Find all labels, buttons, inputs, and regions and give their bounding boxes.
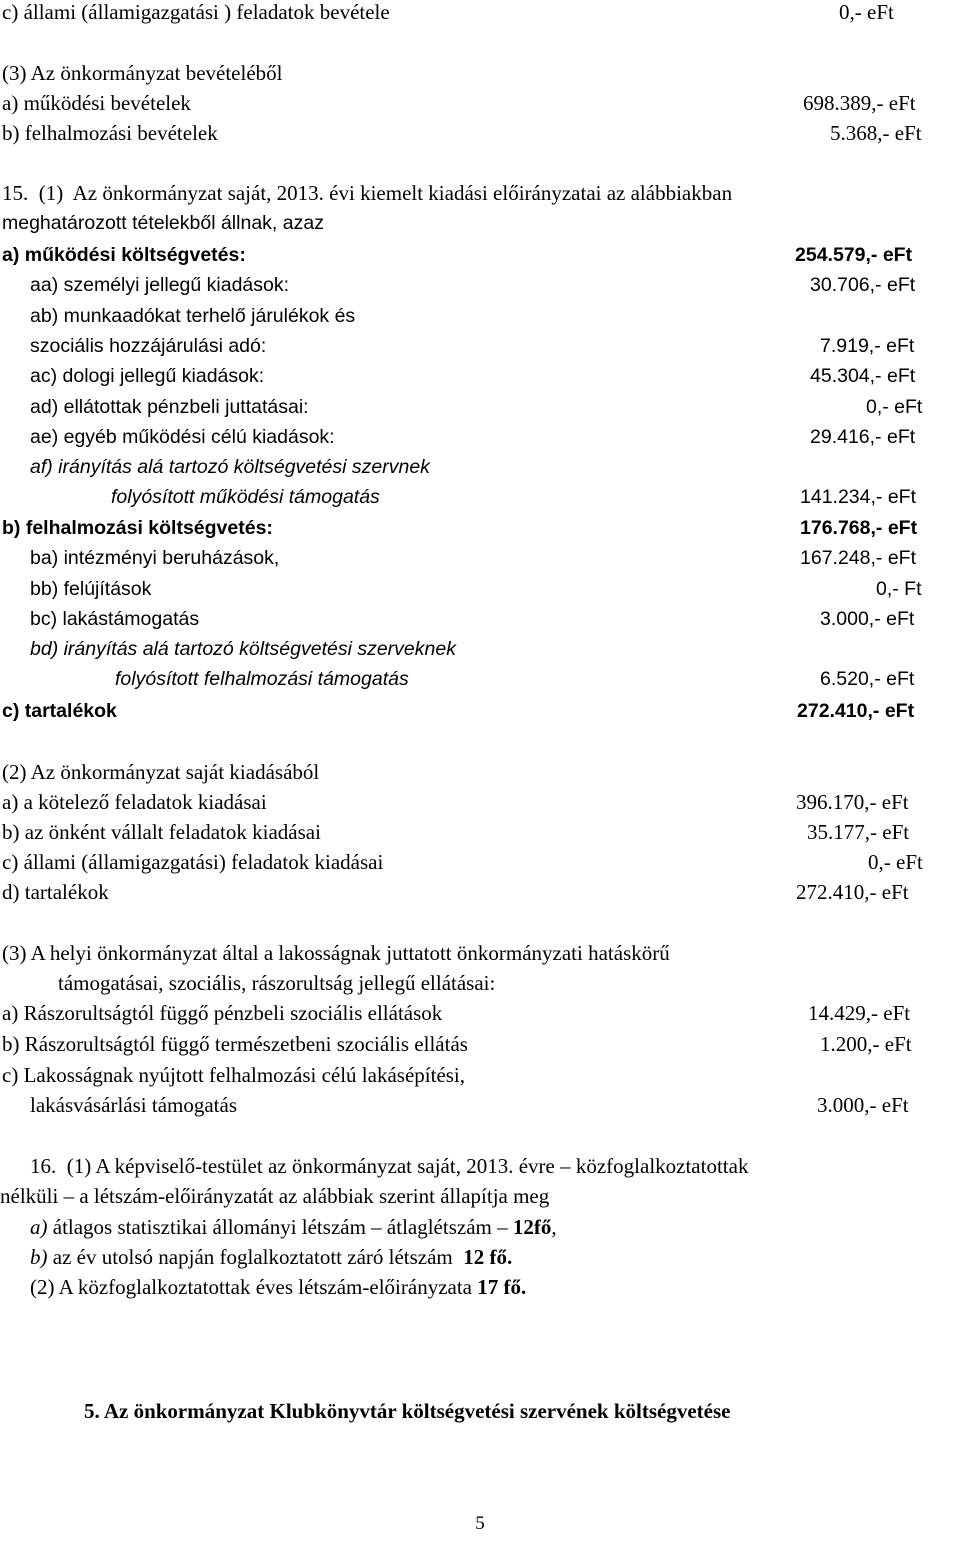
text: az év utolsó napján foglalkoztatott záró létszám — [47, 1245, 464, 1269]
section-heading-5 — [0, 1396, 960, 1426]
page-number: 5 — [475, 1513, 485, 1534]
value: 12 fő — [463, 1245, 508, 1269]
line-operating-budget — [0, 240, 960, 270]
line-own-expense-heading — [0, 757, 960, 787]
label: bb) felújítások — [30, 578, 152, 600]
value: 176.768,- eFt — [800, 517, 918, 539]
line-bd — [0, 634, 960, 664]
suffix: . — [520, 1275, 527, 1299]
label: c) állami (államigazgatási ) feladatok bevétele — [2, 0, 390, 24]
line-capital-budget — [0, 513, 960, 543]
value: 396.170,- eFt — [796, 790, 909, 814]
label: (3) Az önkormányzat bevételéből — [2, 61, 283, 85]
label: b) Rászorultságtól függő természetbeni szociális ellátás — [2, 1032, 468, 1056]
text: átlagos statisztikai állományi létszám – átlaglétszám – — [47, 1215, 513, 1239]
line-section-16 — [0, 1151, 960, 1181]
value: 45.304,- eFt — [810, 365, 916, 387]
line-social-heading — [0, 938, 960, 968]
label: támogatásai, szociális, rászorultság jellegű ellátásai: — [58, 971, 496, 995]
label: c) állami (államigazgatási) feladatok kiadásai — [2, 850, 384, 874]
line-section-15-cont — [0, 208, 960, 238]
label: a) működési bevételek — [2, 91, 191, 115]
label: c) tartalékok — [2, 700, 117, 722]
label: (2) Az önkormányzat saját kiadásából — [2, 760, 320, 784]
label: af) irányítás alá tartozó költségvetési szervnek — [30, 456, 430, 478]
value: 6.520,- eFt — [820, 668, 915, 690]
value: 0,- eFt — [866, 396, 923, 418]
line-capital-revenue — [0, 118, 960, 148]
line-af-cont — [0, 482, 960, 512]
line-ad — [0, 392, 960, 422]
line-public-workers — [0, 1272, 960, 1302]
value: 254.579,- eFt — [795, 244, 913, 266]
line-section-15 — [0, 178, 960, 208]
line-cash-benefits — [0, 998, 960, 1028]
suffix: , — [551, 1215, 557, 1239]
line-section-16-cont — [0, 1181, 960, 1211]
label: ae) egyéb működési célú kiadások: — [30, 426, 335, 448]
label: bc) lakástámogatás — [30, 608, 200, 630]
line-voluntary — [0, 817, 960, 847]
value: 272.410,- eFt — [797, 700, 915, 722]
line-ae — [0, 422, 960, 452]
line-ab — [0, 301, 960, 331]
line-in-kind-benefits — [0, 1029, 960, 1059]
value: 12fő — [512, 1215, 552, 1239]
line-state-tasks — [0, 847, 960, 877]
value: 30.706,- eFt — [810, 274, 916, 296]
value: 17 fő — [477, 1275, 521, 1299]
suffix: . — [507, 1245, 513, 1269]
value: 29.416,- eFt — [810, 426, 916, 448]
value: 1.200,- eFt — [820, 1032, 912, 1056]
label: a) Rászorultságtól függő pénzbeli szociális ellátások — [2, 1001, 443, 1025]
value: 141.234,- eFt — [800, 486, 916, 508]
label: bd) irányítás alá tartozó költségvetési szerveknek — [30, 638, 456, 660]
label: b) felhalmozási költségvetés: — [2, 517, 273, 539]
value: 7.919,- eFt — [820, 335, 915, 357]
line-social-heading-cont — [0, 968, 960, 998]
line-housing-support — [0, 1060, 960, 1090]
line-aa — [0, 270, 960, 300]
label: (3) A helyi önkormányzat által a lakosságnak juttatott önkormányzati hatáskörű — [2, 941, 670, 965]
label: nélküli – a létszám-előirányzatát az alábbiak szerint állapítja meg — [0, 1184, 550, 1208]
line-reserves-2 — [0, 877, 960, 907]
value: 0,- Ft — [876, 578, 922, 600]
line-af — [0, 452, 960, 482]
label: folyósított működési támogatás — [111, 486, 380, 508]
value: 0,- eFt — [839, 0, 894, 24]
line-reserves — [0, 696, 960, 726]
value: 272.410,- eFt — [796, 880, 909, 904]
line-bb — [0, 574, 960, 604]
label: a) működési költségvetés: — [2, 244, 246, 266]
label: meghatározott tételekből állnak, azaz — [2, 212, 324, 234]
line-revenue-state — [0, 0, 960, 27]
text: (2) A közfoglalkoztatottak éves létszám-előirányzata — [30, 1275, 478, 1299]
line-closing-headcount — [0, 1242, 960, 1272]
prefix: a) — [30, 1215, 48, 1239]
label: 15. (1) Az önkormányzat saját, 2013. évi kiemelt kiadási előirányzatai az alábbiakban — [2, 181, 733, 205]
label: 16. (1) A képviselő-testület az önkormányzat saját, 2013. évre – közfoglalkoztatottak — [30, 1154, 749, 1178]
value: 35.177,- eFt — [807, 820, 910, 844]
line-ac — [0, 361, 960, 391]
label: d) tartalékok — [2, 880, 109, 904]
line-ba — [0, 543, 960, 573]
label: ba) intézményi beruházások, — [30, 547, 280, 569]
line-ab-cont — [0, 331, 960, 361]
label: ad) ellátottak pénzbeli juttatásai: — [30, 396, 309, 418]
value: 3.000,- eFt — [817, 1093, 909, 1117]
line-mandatory — [0, 787, 960, 817]
line-operating-revenue — [0, 88, 960, 118]
line-bc — [0, 604, 960, 634]
label: lakásvásárlási támogatás — [30, 1093, 238, 1117]
value: 14.429,- eFt — [808, 1001, 911, 1025]
label: ac) dologi jellegű kiadások: — [30, 365, 265, 387]
value: 0,- eFt — [868, 850, 923, 874]
line-avg-headcount — [0, 1212, 960, 1242]
label: szociális hozzájárulási adó: — [30, 335, 267, 357]
value: 3.000,- eFt — [820, 608, 915, 630]
label: aa) személyi jellegű kiadások: — [30, 274, 290, 296]
prefix: b) — [30, 1245, 48, 1269]
label: b) az önként vállalt feladatok kiadásai — [2, 820, 321, 844]
value: 698.389,- eFt — [803, 91, 916, 115]
label: folyósított felhalmozási támogatás — [115, 668, 409, 690]
value: 5.368,- eFt — [830, 121, 922, 145]
label: c) Lakosságnak nyújtott felhalmozási célú lakásépítési, — [2, 1063, 466, 1087]
label: a) a kötelező feladatok kiadásai — [2, 790, 267, 814]
label: b) felhalmozási bevételek — [2, 121, 218, 145]
value: 167.248,- eFt — [800, 547, 916, 569]
line-housing-support-cont — [0, 1090, 960, 1120]
label: 5. Az önkormányzat Klubkönyvtár költségvetési szervének költségvetése — [84, 1399, 731, 1423]
line-own-revenue-heading — [0, 58, 960, 88]
line-bd-cont — [0, 664, 960, 694]
label: ab) munkaadókat terhelő járulékok és — [30, 305, 356, 327]
